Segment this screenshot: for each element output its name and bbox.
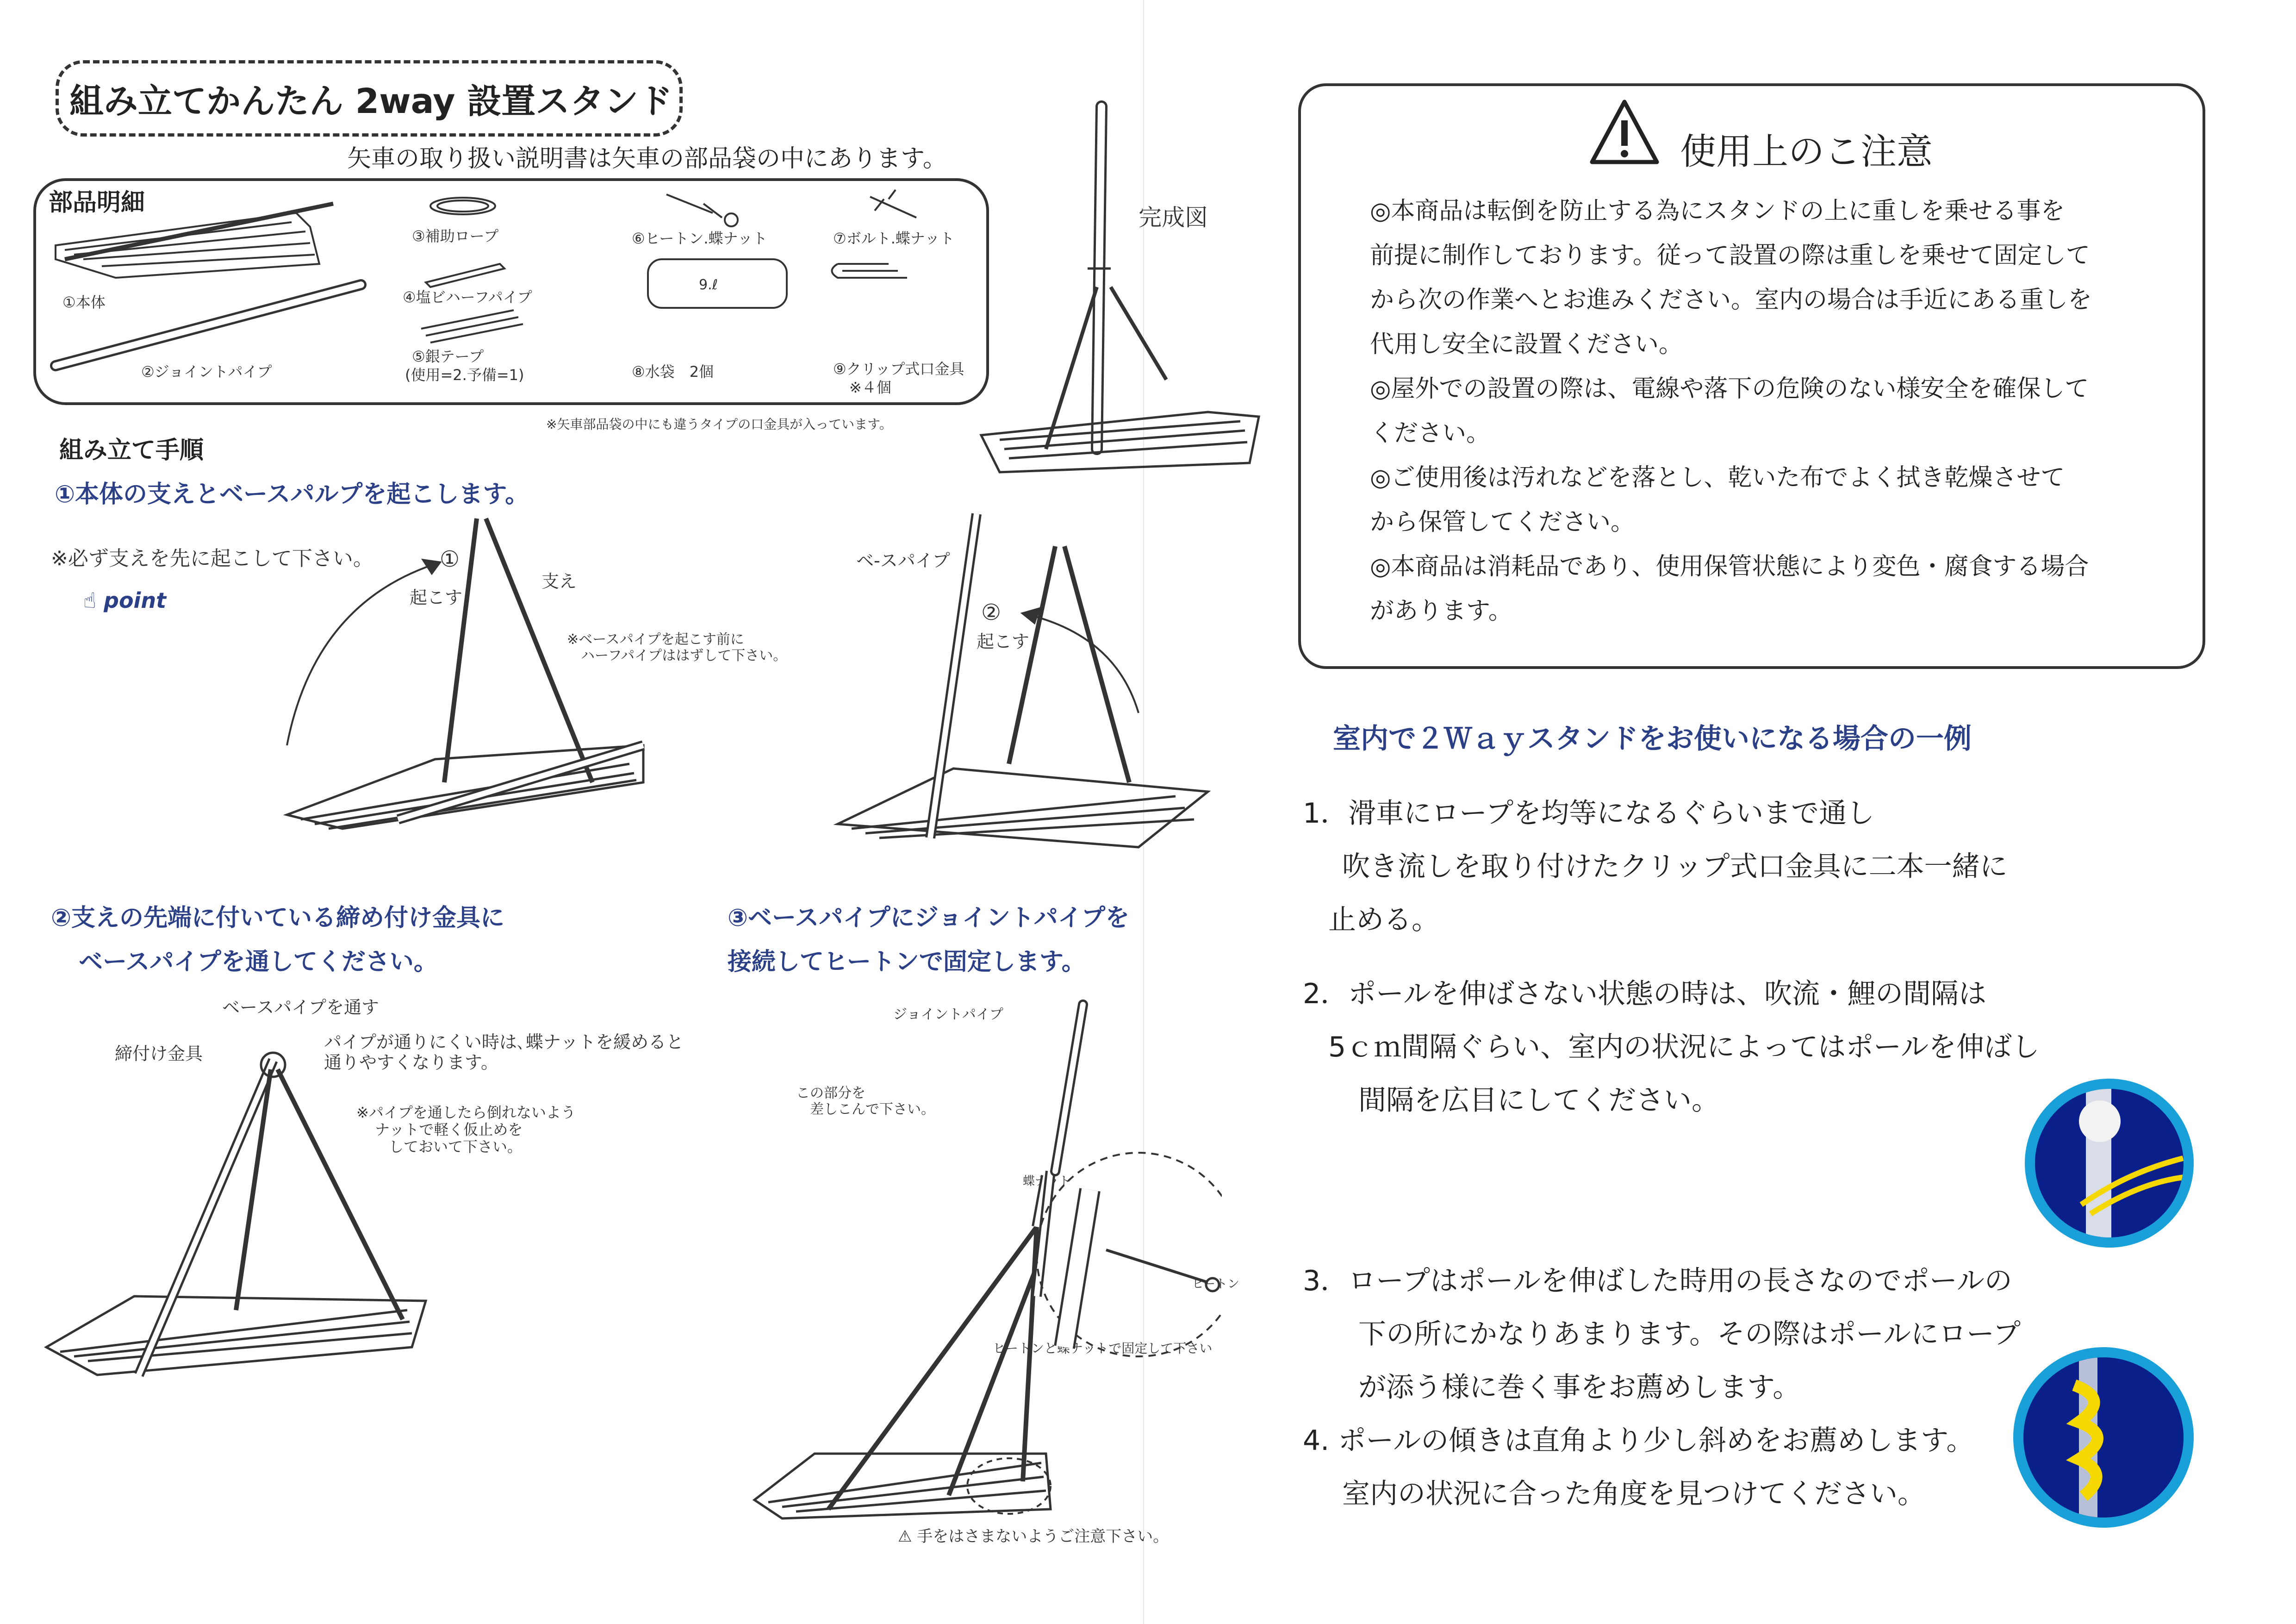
part-9-count: ※４個 [849,379,891,396]
step-1-base-pipe-label: ベ-スパイプ [856,550,950,571]
point-badge: ☝ point [83,588,167,613]
step-3-joint-pipe-label: ジョイントパイプ [893,1006,1003,1023]
part-4-label: ④塩ビハーフパイプ [403,288,532,306]
rope-wrapped-pole-photo [2013,1347,2194,1528]
step-3-wing-nut-label: 蝶ナット [1023,1174,1071,1188]
caution-line: 前提に制作しております。従って設置の際は重しを乗せて固定して [1370,242,2090,269]
indoor-item-2-line3: 間隔を広目にしてください。 [1358,1084,1719,1117]
step-1-drawings [259,505,1231,875]
part-3-label: ③補助ロープ [412,227,499,245]
indoor-item-4-line2: 室内の状況に合った角度を見つけてください。 [1342,1478,1925,1510]
caution-line: から次の作業へとお進みください。室内の場合は手近にある重しを [1370,286,2092,314]
finished-label: 完成図 [1139,204,1208,231]
caution-line: ◎屋外での設置の際は、電線や落下の危険のない様安全を確保して [1370,375,2089,403]
indoor-item-4-line1: 4. ポールの傾きは直角より少し斜めをお薦めします。 [1303,1424,1974,1457]
part-9-label: ⑨クリップ式口金具 [833,360,964,378]
warning-triangle-icon [1587,97,1661,167]
step-2-tip: パイプが通りにくい時は､蝶ナットを緩めると 通りやすくなります。 [324,1032,684,1073]
step-1-raise-1: 起こす [410,587,463,608]
point-hand-icon: ☝ [83,588,97,613]
step-3-fix-note: ヒートンと蝶ナットで固定して下さい [993,1341,1213,1356]
caution-line: から保管してください。 [1370,508,1635,536]
pulley-rope-photo [2025,1079,2194,1248]
parts-list-title: 部品明細 [49,189,145,217]
indoor-item-3-line3: が添う様に巻く事をお薦めします。 [1358,1371,1801,1404]
indoor-item-1-line2: 吹き流しを取り付けたクリップ式口金具に二本一緒に [1342,850,2008,883]
step-2-heading-line2: ベースパイプを通してください。 [79,948,438,976]
step-1-note: ※必ず支えを先に起こして下さい。 [51,547,373,570]
step-3-drawing [745,995,1222,1523]
caution-line: 代用し安全に設置ください。 [1370,331,1683,358]
part-7-label: ⑦ボルト.蝶ナット [833,230,955,247]
part-5-label: ⑤銀テープ [412,348,484,365]
step-2-heading-line1: ②支えの先端に付いている締め付け金具に [51,904,505,932]
step-1-heading: ①本体の支えとベースパルプを起こします。 [55,481,529,508]
step-1-support-label: 支え [541,571,577,592]
finished-stand-drawing [972,93,1296,486]
caution-body [1370,189,2157,633]
caution-line: があります。 [1370,597,1512,625]
part-8-label: ⑧水袋 2個 [632,363,714,381]
indoor-item-1-line1: 1．滑車にロープを均等になるぐらいまで通し [1303,797,1875,830]
indoor-item-2-line2: 5ｃｍ間隔ぐらい、室内の状況によってはポールを伸ばし [1328,1031,2040,1063]
indoor-item-1-line3: 止める。 [1328,904,1439,936]
step-3-heading-line1: ③ベースパイプにジョイントパイプを [728,904,1130,932]
step-3-eye-bolt-label: ヒートン [1192,1277,1239,1291]
step-2-drawing [42,1032,458,1403]
caution-line: ◎本商品は転倒を防止する為にスタンドの上に重しを乗せる事を [1370,197,2065,225]
part-6-label: ⑥ヒートン.蝶ナット [632,230,767,247]
part-2-label: ②ジョイントパイプ [141,363,272,381]
step-2-clamp-label: 締付け金具 [115,1043,203,1064]
indoor-item-2-line1: 2．ポールを伸ばさない状態の時は、吹流・鯉の間隔は [1303,978,1986,1010]
procedure-title: 組み立て手順 [59,437,204,464]
step-3-heading-line2: 接続してヒートンで固定します。 [728,948,1086,976]
warning-icon: ⚠ [898,1527,912,1546]
caution-line: ◎ご使用後は汚れなどを落とし、乾いた布でよく拭き乾燥させて [1370,464,2065,492]
step-1-raise-2: 起こす [977,631,1030,652]
step-1-remark: ※ベースパイプを起こす前に ハーフパイプははずして下さい。 [567,631,787,664]
water-bag-label: 9.ℓ [699,277,718,293]
step-3-insert-note: この部分を 差しこんで下さい。 [796,1085,935,1118]
part-1-label: ①本体 [62,294,106,311]
step-1-num-1: ① [440,546,460,572]
indoor-item-3-line1: 3．ロープはポールを伸ばした時用の長さなのでポールの [1303,1265,2012,1297]
caution-line: ◎本商品は消耗品であり、使用保管状態により変色・腐食する場合 [1370,553,2089,581]
step-2-pass-label: ベースパイプを通す [222,997,379,1018]
step-1-num-2: ② [981,600,1002,625]
caution-line: ください。 [1370,419,1491,447]
step-2-after-note: ※パイプを通したら倒れないよう ナットで軽く仮止めを しておいて下さい。 [356,1104,576,1156]
manual-location-note: 矢車の取り扱い説明書は矢車の部品袋の中にあります。 [347,145,947,173]
page-title: 組み立てかんたん 2way 設置スタンド [69,81,673,121]
part-5-usage: (使用=2.予備=1) [405,366,524,384]
parts-footnote: ※矢車部品袋の中にも違うタイプの口金具が入っています。 [546,417,892,432]
caution-title: 使用上のこ注意 [1680,131,1933,173]
step-3-warning: ⚠ 手をはさまないようご注意下さい。 [898,1527,1169,1546]
indoor-example-title: 室内で２Ｗａｙスタンドをお使いになる場合の一例 [1333,723,1972,755]
indoor-item-3-line2: 下の所にかなりあまります。その際はポールにロープ [1358,1318,2021,1350]
